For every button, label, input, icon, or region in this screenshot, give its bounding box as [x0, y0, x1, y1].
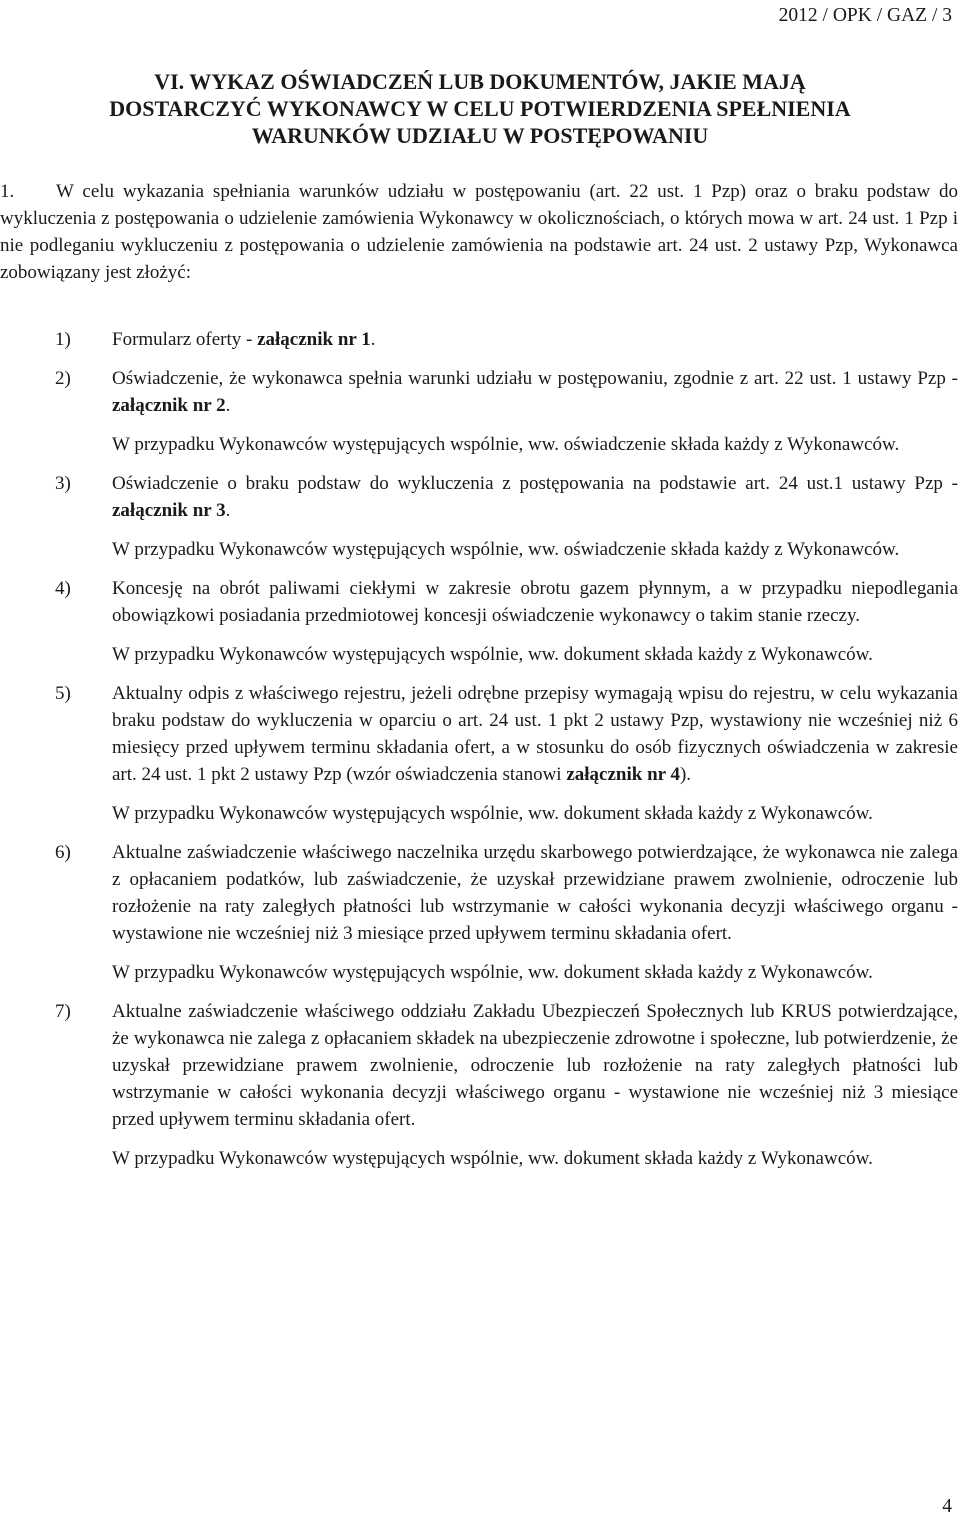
list-item — [0, 365, 958, 458]
joint-bidders-note: W przypadku Wykonawców występujących wspólnie, ww. oświadczenie składa każdy z Wykonawców. — [112, 434, 900, 455]
list-item-number: 7) — [55, 1001, 71, 1022]
intro-paragraph — [0, 178, 958, 286]
list-item — [0, 998, 958, 1172]
list-item-punctuation: . — [225, 395, 231, 416]
list-item-body: Aktualny odpis z właściwego rejestru, jeżeli odrębne przepisy wymagają wpisu do rejestru, w celu wykazania braku podstaw do wykluczenia w oparciu o art. 24 ust. 1 pkt 2 ustawy Pzp, wystawiony nie wcześniej niż 6 miesięcy przed upływem terminu składania ofert, a w stosunku do osób fizycznych oświadczenia w zakresie art. 24 ust. 1 pkt 2 ustawy Pzp (wzór oświadczenia stanowi — [112, 683, 958, 785]
list-item-body: Aktualne zaświadczenie właściwego oddziału Zakładu Ubezpieczeń Społecznych lub KRUS potwierdzające, że wykonawca nie zalega z opłacaniem składek na ubezpieczenie zdrowotne i społeczne, lub potwierdzenie, że uzyskał przewidziane prawem zwolnienie, odroczenie lub rozłożenie na raty zaległych płatności lub wstrzymanie w całości wykonania decyzji właściwego organu - wystawione nie wcześniej niż 3 miesiące przed upływem terminu składania ofert. — [112, 1001, 958, 1130]
list-item-body: Oświadczenie o braku podstaw do wykluczenia z postępowania na podstawie art. 24 ust.1 ustawy Pzp - — [112, 473, 958, 494]
list-item-punctuation: . — [370, 329, 376, 350]
joint-bidders-note: W przypadku Wykonawców występujących wspólnie, ww. dokument składa każdy z Wykonawców. — [112, 803, 873, 824]
list-item-number: 6) — [55, 842, 71, 863]
intro-number: 1. — [0, 181, 15, 202]
attachment-reference: załącznik nr 4 — [566, 764, 680, 785]
section-title-line: DOSTARCZYĆ WYKONAWCY W CELU POTWIERDZENIA SPEŁNIENIA — [109, 96, 851, 121]
required-documents-list — [0, 326, 958, 1184]
joint-bidders-note: W przypadku Wykonawców występujących wspólnie, ww. dokument składa każdy z Wykonawców. — [112, 644, 873, 665]
section-title — [0, 68, 960, 149]
page-number: 4 — [942, 1496, 952, 1517]
list-item — [0, 470, 958, 563]
intro-text: W celu wykazania spełniania warunków udziału w postępowaniu (art. 22 ust. 1 Pzp) oraz o braku podstaw do wykluczenia z postępowania o udzielenie zamówienia Wykonawcy w okolicznościach, o których mowa w art. 24 ust. 1 Pzp i nie podleganiu wykluczeniu z postępowania o udzielenie zamówienia na podstawie art. 24 ust. 2 ustawy Pzp, Wykonawca zobowiązany jest złożyć: — [0, 181, 958, 283]
list-item-text — [112, 365, 958, 419]
list-item-body: Koncesję na obrót paliwami ciekłymi w zakresie obrotu gazem płynnym, a w przypadku niepodlegania obowiązkowi posiadania przedmiotowej koncesji oświadczenie wykonawcy o takim stanie rzeczy. — [112, 578, 958, 626]
list-item-number: 5) — [55, 683, 71, 704]
list-item-text — [112, 839, 958, 947]
document-reference: 2012 / OPK / GAZ / 3 — [778, 5, 952, 26]
section-title-line: VI. WYKAZ OŚWIADCZEŃ LUB DOKUMENTÓW, JAKIE MAJĄ — [154, 69, 806, 94]
list-item — [0, 326, 958, 353]
list-item-body: Aktualne zaświadczenie właściwego naczelnika urzędu skarbowego potwierdzające, że wykonawca nie zalega z opłacaniem podatków, lub zaświadczenie, że uzyskał przewidziane prawem zwolnienie, odroczenie lub rozłożenie na raty zaległych płatności lub wstrzymanie w całości wykonania decyzji właściwego organu - wystawione nie wcześniej niż 3 miesiące przed upływem terminu składania ofert. — [112, 842, 958, 944]
list-item-number: 3) — [55, 473, 71, 494]
joint-bidders-note: W przypadku Wykonawców występujących wspólnie, ww. dokument składa każdy z Wykonawców. — [112, 1148, 873, 1169]
list-item-text — [112, 326, 958, 353]
section-title-line: WARUNKÓW UDZIAŁU W POSTĘPOWANIU — [251, 123, 709, 148]
list-item-number: 1) — [55, 329, 71, 350]
list-item-body: Formularz oferty - — [112, 329, 258, 350]
list-item-number: 4) — [55, 578, 71, 599]
attachment-reference: załącznik nr 3 — [112, 500, 226, 521]
list-item-text — [112, 998, 958, 1133]
list-item-text — [112, 575, 958, 629]
list-item-punctuation: . — [225, 500, 231, 521]
list-item — [0, 680, 958, 827]
list-item-punctuation: ). — [679, 764, 692, 785]
attachment-reference: załącznik nr 1 — [257, 329, 371, 350]
list-item — [0, 575, 958, 668]
list-item-text — [112, 680, 958, 788]
list-item — [0, 839, 958, 986]
list-item-body: Oświadczenie, że wykonawca spełnia warunki udziału w postępowaniu, zgodnie z art. 22 ust. 1 ustawy Pzp - — [112, 368, 958, 389]
attachment-reference: załącznik nr 2 — [112, 395, 226, 416]
joint-bidders-note: W przypadku Wykonawców występujących wspólnie, ww. dokument składa każdy z Wykonawców. — [112, 962, 873, 983]
joint-bidders-note: W przypadku Wykonawców występujących wspólnie, ww. oświadczenie składa każdy z Wykonawców. — [112, 539, 900, 560]
list-item-number: 2) — [55, 368, 71, 389]
list-item-text — [112, 470, 958, 524]
